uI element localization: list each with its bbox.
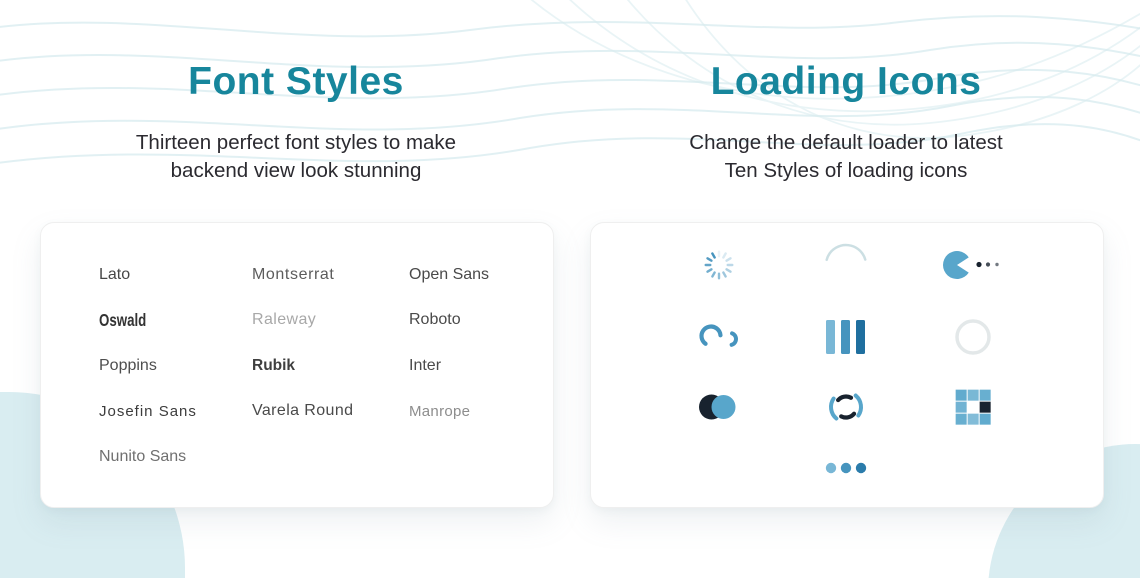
bars-loader-icon xyxy=(826,319,866,355)
font-styles-subtitle xyxy=(40,129,552,185)
three-dots-loader-icon xyxy=(825,462,867,474)
font-styles-subtitle-line1: Thirteen perfect font styles to make xyxy=(135,131,457,154)
font-item-rubik: Rubik xyxy=(252,356,296,374)
font-item-manrope: Manrope xyxy=(409,402,471,420)
pacman-loader-icon xyxy=(941,248,1005,282)
dual-arc-loader-icon xyxy=(697,320,741,354)
font-item-lato: Lato xyxy=(99,265,131,283)
font-styles-title: Font Styles xyxy=(188,60,404,103)
font-item-roboto: Roboto xyxy=(409,311,461,329)
square-grid-loader-icon xyxy=(956,390,991,425)
font-styles-card xyxy=(40,222,554,508)
font-item-oswald: Oswald xyxy=(99,309,147,330)
broken-ring-loader-icon xyxy=(826,387,866,427)
font-styles-subtitle-line2: backend view look stunning xyxy=(170,159,422,182)
font-item-inter: Inter xyxy=(409,356,442,374)
loading-icons-title: Loading Icons xyxy=(710,60,982,103)
dual-disc-loader-icon xyxy=(698,392,740,422)
font-item-montserrat: Montserrat xyxy=(252,265,335,283)
font-item-open-sans: Open Sans xyxy=(409,265,490,283)
loading-icons-subtitle xyxy=(590,129,1102,185)
loading-icons-subtitle-line2: Ten Styles of loading icons xyxy=(724,159,968,182)
font-item-nunito-sans: Nunito Sans xyxy=(99,447,187,465)
font-item-raleway: Raleway xyxy=(252,311,317,329)
loading-icons-subtitle-line1: Change the default loader to latest xyxy=(689,131,1003,154)
font-item-varela-round: Varela Round xyxy=(252,402,354,420)
ring-loader-icon xyxy=(953,317,993,357)
font-item-poppins: Poppins xyxy=(99,356,157,374)
arc-spinner-icon xyxy=(822,241,870,289)
font-list xyxy=(99,252,559,480)
loading-icons-card xyxy=(590,222,1104,508)
font-item-josefin-sans: Josefin Sans xyxy=(99,402,197,420)
radial-spinner-icon xyxy=(703,249,735,281)
